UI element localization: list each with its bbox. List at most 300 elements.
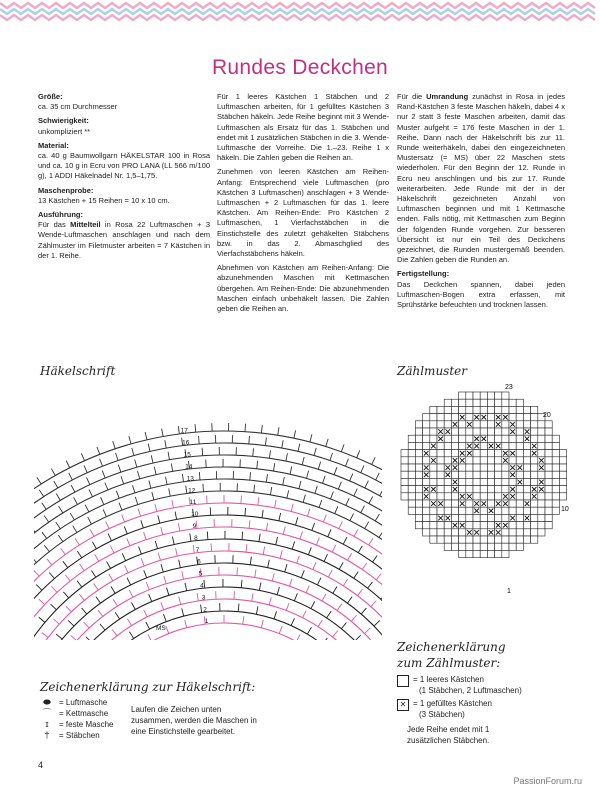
chart-stitch: [102, 471, 105, 478]
grid-cell: [538, 450, 545, 457]
grid-cell: [430, 435, 437, 442]
grid-cell: [415, 435, 422, 442]
chart-stitch: [151, 455, 153, 463]
grid-cell: [516, 414, 523, 421]
chart-round-number: 5: [198, 570, 203, 578]
grid-cell: [552, 486, 559, 493]
grid-cell: [408, 507, 415, 514]
grid-cell: [415, 464, 422, 471]
grid-cell: [487, 522, 494, 529]
grid-cell: [552, 442, 559, 449]
chart-stitch: [330, 453, 333, 461]
chart-stitch: [259, 583, 261, 591]
chart-stitch: [207, 496, 208, 504]
chart-stitch: [155, 504, 157, 512]
chart-round-arc: [65, 611, 349, 640]
grid-cell: [516, 493, 523, 500]
grid-cell: [415, 486, 422, 493]
grid-cell: [415, 442, 422, 449]
chart-stitch: [121, 476, 124, 484]
chart-stitch: [269, 450, 270, 458]
chart-stitch: [365, 628, 371, 634]
chart-stitch: [242, 532, 243, 540]
grid-cell: [559, 493, 566, 500]
grid-cell: [473, 493, 480, 500]
chart-stitch: [380, 489, 382, 496]
grid-cell: [451, 507, 458, 514]
chart-stitch: [335, 506, 338, 513]
chart-round-number: 12: [188, 487, 196, 495]
page-title: Rundes Deckchen: [211, 56, 389, 79]
chart-stitch: [316, 538, 319, 545]
chart-stitch: [323, 476, 326, 484]
chart-stitch: [166, 477, 168, 485]
chart-stitch: [312, 523, 315, 531]
grid-cell: [466, 464, 473, 471]
chart-stitch: [291, 504, 293, 512]
grid-cell: [509, 536, 516, 543]
grid-cell: [552, 471, 559, 478]
chart-stitch: [161, 602, 164, 610]
grid-cell: [444, 442, 451, 449]
grid-cell: [408, 478, 415, 485]
chart-stitch: [381, 593, 382, 599]
grid-cell: [430, 450, 437, 457]
grid-cell: [545, 522, 552, 529]
watermark: PassionForum.ru: [513, 776, 582, 786]
grid-cell: [552, 450, 559, 457]
chart-stitch: [361, 608, 366, 614]
chart-stitch: [297, 556, 300, 564]
grid-cell: [531, 514, 538, 521]
grid-cell: [430, 471, 437, 478]
chart-stitch: [199, 472, 200, 480]
chart-stitch: [51, 469, 55, 476]
grid-cell: [415, 500, 422, 507]
chart-stitch: [42, 633, 48, 638]
chart-round-number: 1: [204, 618, 209, 626]
grid-cell: [437, 493, 444, 500]
finish-value: Das Deckchen spannen, dabei jeden Luftmaschen-Bogen extra erfassen, mit Sprühstärke befeuchten und trocknen lassen.: [397, 279, 565, 310]
chart-stitch: [97, 447, 100, 454]
chart-stitch: [274, 611, 276, 619]
chart-stitch: [201, 605, 202, 613]
grid-cell: [538, 435, 545, 442]
grid-cell: [408, 442, 415, 449]
grid-cell: [408, 457, 415, 464]
grid-cell: [523, 486, 530, 493]
grid-cell: [466, 406, 473, 413]
execution-bold: Mittelteil: [70, 220, 101, 230]
legend2-filled: = 1 gefülltes Kästchen: [413, 699, 492, 708]
chart-stitch: [161, 564, 163, 572]
chart-stitch: [86, 637, 92, 640]
chart-stitch: [361, 465, 364, 472]
chart-stitch: [376, 473, 380, 480]
chart-stitch: [161, 527, 163, 535]
chart-stitch: [259, 534, 260, 542]
grid-cell: [502, 428, 509, 435]
chart-stitch: [74, 497, 78, 504]
chart-stitch: [354, 489, 357, 496]
legend2-filled-sub: (3 Stäbchen): [419, 710, 465, 719]
grid-cell: [423, 428, 430, 435]
grid-cell: [466, 428, 473, 435]
execution-pre: Für das: [38, 220, 71, 230]
chart-stitch: [34, 570, 39, 576]
chart-stitch: [350, 474, 353, 481]
grid-cell: [437, 471, 444, 478]
grid-cell: [545, 464, 552, 471]
chart-stitch: [296, 635, 300, 640]
grid-cell: [459, 486, 466, 493]
grid-cell: [487, 478, 494, 485]
chart-stitch: [245, 508, 246, 516]
grid-cell: [538, 428, 545, 435]
grid-cell: [545, 442, 552, 449]
grid-cell: [430, 406, 437, 413]
grid-cell: [523, 450, 530, 457]
grid-cell: [545, 428, 552, 435]
grid-cell: [444, 478, 451, 485]
grid-cell: [451, 471, 458, 478]
chart-stitch: [341, 444, 344, 452]
chart-stitch: [318, 620, 322, 627]
grid-cell: [502, 486, 509, 493]
grid-cell: [523, 478, 530, 485]
chart-stitch: [129, 590, 133, 597]
grid-cell: [415, 522, 422, 529]
grid-cell: [545, 493, 552, 500]
grid-cell: [473, 450, 480, 457]
chart-stitch: [185, 620, 187, 628]
chart-stitch: [80, 564, 85, 571]
grid-cell: [523, 536, 530, 543]
chart-stitch: [84, 465, 87, 472]
grid-cell: [451, 435, 458, 442]
grid-cell: [487, 486, 494, 493]
chart-stitch: [318, 462, 320, 470]
chart-ms-label: MS: [156, 625, 166, 632]
chart-stitch: [365, 481, 369, 488]
grid-cell: [502, 529, 509, 536]
legend1-list: [40, 697, 130, 741]
chart-stitch: [163, 614, 166, 621]
grid-cell: [423, 514, 430, 521]
chart-stitch: [253, 448, 254, 456]
grid-cell: [480, 428, 487, 435]
grid-cell: [415, 478, 422, 485]
grid-cell: [545, 450, 552, 457]
chart-stitch: [111, 587, 115, 594]
grid-cell: [509, 406, 516, 413]
chart-stitch: [51, 604, 57, 610]
chart-stitch: [165, 440, 166, 448]
grid-cell: [408, 493, 415, 500]
grid-cell: [444, 399, 451, 406]
grid-cell: [516, 529, 523, 536]
chart-stitch: [98, 610, 103, 616]
chart-stitch: [182, 571, 184, 579]
grid-cell: [401, 478, 408, 485]
grid-cell: [552, 478, 559, 485]
grid-cell: [538, 421, 545, 428]
chart-stitch: [347, 597, 352, 603]
chart-stitch: [145, 432, 147, 440]
grid-cell: [502, 442, 509, 449]
chart-stitch: [333, 587, 337, 594]
chart-stitch: [277, 587, 279, 595]
chart-stitch: [71, 635, 77, 640]
chart-stitch: [81, 453, 84, 460]
chart-stitch: [355, 635, 361, 640]
chart-stitch: [199, 436, 200, 444]
chart-stitch: [144, 570, 147, 577]
grid-cell: [545, 486, 552, 493]
gauge-label: Maschenprobe:: [38, 185, 94, 195]
grid-cell: [480, 450, 487, 457]
grid-cell: [516, 514, 523, 521]
gauge-value: 13 Kästchen + 15 Reihen = 10 x 10 cm.: [38, 195, 170, 205]
grid-cell: [523, 464, 530, 471]
grid-cell: [473, 399, 480, 406]
grid-cell: [559, 471, 566, 478]
grid-cell: [487, 392, 494, 399]
grid-cell: [516, 435, 523, 442]
grid-cell: [516, 507, 523, 514]
grid-cell: [487, 493, 494, 500]
grid-cell: [495, 550, 502, 557]
chart-stitch: [129, 436, 131, 444]
grid-cell: [495, 486, 502, 493]
chart-stitch: [124, 526, 127, 533]
grid-cell: [466, 514, 473, 521]
grid-cell: [430, 536, 437, 543]
grid-cell: [459, 428, 466, 435]
grid-cell: [487, 536, 494, 543]
grid-cell: [480, 514, 487, 521]
grid-cell: [538, 471, 545, 478]
chart-stitch: [73, 526, 77, 533]
chart-stitch: [115, 612, 119, 619]
grid-cell: [487, 543, 494, 550]
grid-cell: [451, 536, 458, 543]
grid-cell: [451, 529, 458, 536]
chart-stitch: [287, 490, 289, 498]
grid-cell: [538, 522, 545, 529]
chart-stitch: [44, 516, 49, 523]
grid-cell: [423, 457, 430, 464]
filled-box-icon: ✕: [397, 699, 409, 711]
grid-cell: [552, 435, 559, 442]
chart-stitch: [141, 558, 144, 565]
size-value: ca. 35 cm Durchmesser: [38, 102, 118, 112]
grid-cell: [495, 464, 502, 471]
grid-cell: [401, 450, 408, 457]
chart-stitch: [119, 503, 122, 510]
chart-round-number: 9: [192, 522, 197, 530]
grid-cell: [451, 406, 458, 413]
chart-stitch: [374, 620, 380, 626]
chart-stitch: [266, 523, 267, 531]
grid-cell: [487, 414, 494, 421]
grid-cell: [437, 442, 444, 449]
grid-cell: [502, 392, 509, 399]
legend1-item: = Stäbchen: [59, 731, 100, 740]
chart-stitch: [368, 582, 373, 588]
chart-stitch: [348, 553, 352, 560]
chart-stitch: [63, 561, 68, 567]
chart-stitch: [257, 461, 258, 469]
chart-stitch: [101, 497, 104, 504]
legend2-title-2: zum Zählmuster:: [397, 656, 501, 670]
chart-stitch: [345, 459, 348, 466]
chart-stitch: [252, 593, 253, 601]
grid-cell: [444, 543, 451, 550]
chart-stitch: [92, 542, 96, 549]
legend2-empty: = 1 leeres Kästchen: [413, 675, 484, 684]
grid-cell: [459, 536, 466, 543]
grid-cell: [480, 399, 487, 406]
chart-round-number: 10: [191, 511, 199, 519]
grid-cell: [459, 507, 466, 514]
grid-cell: [480, 442, 487, 449]
chart-stitch: [290, 466, 292, 474]
chart-stitch: [108, 534, 111, 541]
grid-cell: [538, 514, 545, 521]
chart-round-number: 11: [189, 499, 197, 507]
chart-stitch: [331, 492, 334, 499]
grid-cell: [509, 414, 516, 421]
grid-cell: [466, 550, 473, 557]
grid-cell: [502, 435, 509, 442]
grid-cell: [451, 399, 458, 406]
grid-cell: [495, 478, 502, 485]
legend1-item: = Kettmasche: [59, 709, 109, 718]
grid-cell: [473, 392, 480, 399]
legend1-title: Zeichenerklärung zur Häkelschrift:: [40, 680, 256, 694]
grid-cell: [451, 514, 458, 521]
grid-cell: [502, 514, 509, 521]
grid-cell: [495, 435, 502, 442]
chart-stitch: [154, 467, 156, 475]
chart-stitch: [310, 434, 312, 442]
grid-cell: [437, 421, 444, 428]
chart-stitch: [182, 474, 183, 482]
grid-cell: [459, 464, 466, 471]
grid-cell: [473, 428, 480, 435]
grid-cell: [444, 507, 451, 514]
chart-stitch: [176, 548, 178, 556]
grid-cell: [444, 500, 451, 507]
grid-cell: [531, 464, 538, 471]
grid-cell: [487, 464, 494, 471]
grid-cell: [466, 507, 473, 514]
grid-cell: [516, 457, 523, 464]
grid-cell: [437, 486, 444, 493]
chart-stitch: [263, 547, 264, 555]
chart-stitch: [324, 554, 327, 561]
grid-cell: [523, 414, 530, 421]
chart-stitch: [279, 626, 282, 633]
chart-stitch: [371, 601, 376, 607]
grid-cell: [473, 543, 480, 550]
chart-stitch: [314, 448, 316, 456]
grid-cell: [451, 493, 458, 500]
chart-stitch: [262, 510, 263, 518]
chart-stitch: [90, 529, 94, 536]
grid-cell: [480, 392, 487, 399]
chart-stitch: [269, 597, 271, 605]
grid-cell: [552, 500, 559, 507]
col3-bold: Umrandung: [426, 92, 469, 101]
grid-cell: [437, 464, 444, 471]
grid-cell: [480, 522, 487, 529]
chart-stitch: [36, 585, 42, 591]
chart-stitch: [351, 615, 356, 621]
chart-stitch: [268, 560, 270, 568]
chart-stitch: [278, 427, 279, 435]
chart-stitch: [195, 424, 196, 432]
chart-stitch: [319, 500, 322, 508]
chart-stitch: [39, 617, 45, 622]
chart-stitch: [113, 441, 116, 449]
chart-stitch: [250, 472, 251, 480]
chart-stitch: [241, 496, 242, 504]
material-value: ca. 40 g Baumwollgarn HÄKELSTAR 100 in Rosa und ca. 10 g in Ecru von PRO LANA (LL 566 m/100 g), 1 ADDI Häkelnadel Nr. 1,5–1,75.: [38, 151, 210, 181]
grid-cell: [473, 464, 480, 471]
chart-stitch: [241, 580, 242, 588]
grid-cell: [423, 435, 430, 442]
chart-stitch: [178, 523, 179, 531]
chart-stitch: [94, 583, 99, 590]
grid-cell: [487, 514, 494, 521]
chart-stitch: [286, 453, 288, 461]
grid-cell: [430, 478, 437, 485]
chart-stitch: [186, 486, 187, 494]
col3-pre: Für die: [397, 92, 427, 101]
chart-stitch: [337, 604, 342, 611]
grid-cell: [509, 543, 516, 550]
grid-cell: [480, 507, 487, 514]
grid-cell: [495, 406, 502, 413]
chart-stitch: [303, 495, 305, 503]
chart-stitch: [339, 521, 342, 528]
chart-stitch: [327, 611, 331, 618]
grid-cell: [502, 464, 509, 471]
grid-cell: [437, 507, 444, 514]
grid-cell: [502, 478, 509, 485]
grid-cell: [523, 529, 530, 536]
chart-stitch: [56, 493, 60, 500]
chart-stitch: [354, 572, 358, 579]
chart-stitch: [343, 537, 347, 544]
grid-cell: [509, 442, 516, 449]
chart-stitch: [296, 517, 298, 525]
grid-cell: [487, 406, 494, 413]
grid-cell: [480, 457, 487, 464]
grid-cell: [423, 421, 430, 428]
double-crochet-icon: †: [44, 730, 50, 740]
grid-cell: [430, 522, 437, 529]
grid-cell: [437, 450, 444, 457]
chart-stitch: [148, 444, 150, 452]
chart-stitch: [167, 588, 169, 596]
chart-stitch: [96, 597, 101, 603]
grid-cell: [408, 471, 415, 478]
grid-cell: [495, 493, 502, 500]
grid-cell: [466, 392, 473, 399]
